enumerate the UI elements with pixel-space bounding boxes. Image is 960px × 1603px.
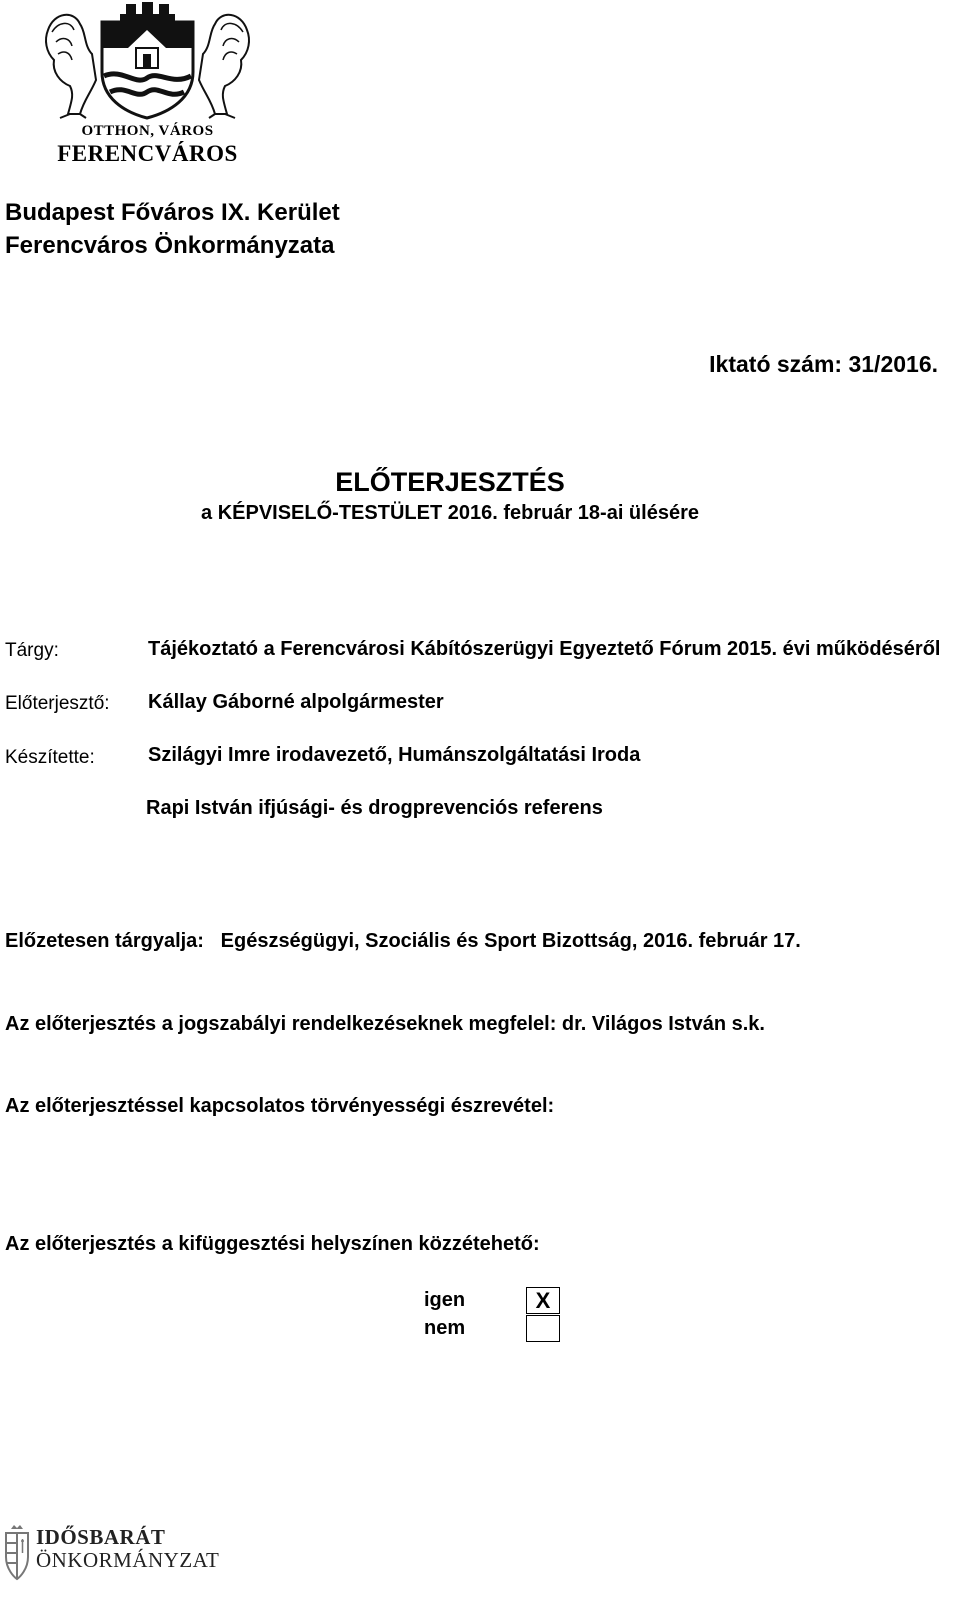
option-no-label: nem [424,1317,466,1339]
crest-emblem-icon [40,2,255,122]
prepared-by-value-2: Rapi István ifjúsági- és drogprevenciós referens [146,797,603,819]
document-subtitle: a KÉPVISELŐ-TESTÜLET 2016. február 18-ai ülésére [201,502,699,524]
presenter-label: Előterjesztő: [5,693,110,714]
prepared-by-value-1: Szilágyi Imre irodavezető, Humánszolgáltatási Iroda [148,744,641,766]
footer-line-1: IDŐSBARÁT [36,1525,166,1549]
subject-value: Tájékoztató a Ferencvárosi Kábítószerügyi Egyeztető Fórum 2015. évi működéséről [148,638,941,660]
publishable-question: Az előterjesztés a kifüggesztési helyszínen közzétehető: [5,1233,540,1255]
age-friendly-municipality-logo [2,1521,232,1603]
prepared-by-label: Készítette: [5,747,95,768]
municipality-name [5,196,340,262]
discussed-by: Előzetesen tárgyalja: Egészségügyi, Szociális és Sport Bizottság, 2016. február 17. [5,930,801,952]
document-title: ELŐTERJESZTÉS [335,467,565,497]
subject-label: Tárgy: [5,640,59,661]
crest-name: FERENCVÁROS [57,141,238,166]
municipality-line-1: Budapest Főváros IX. Kerület [5,199,340,226]
option-yes-label: igen [424,1289,466,1311]
hungarian-crest-icon [2,1523,32,1583]
municipality-line-2: Ferencváros Önkormányzata [5,232,335,259]
presenter-value: Kállay Gáborné alpolgármester [148,691,444,713]
legality-remark: Az előterjesztéssel kapcsolatos törvényességi észrevétel: [5,1095,555,1117]
legal-compliance: Az előterjesztés a jogszabályi rendelkezéseknek megfelel: dr. Világos István s.k. [5,1013,765,1035]
reference-number: Iktató szám: 31/2016. [709,351,938,377]
option-no-checkbox[interactable] [526,1315,560,1342]
footer-line-2: ÖNKORMÁNYZAT [36,1548,220,1572]
option-yes-checkbox[interactable]: X [526,1287,560,1314]
crest-motto: OTTHON, VÁROS [81,123,214,139]
ferencvaros-crest [40,2,255,170]
